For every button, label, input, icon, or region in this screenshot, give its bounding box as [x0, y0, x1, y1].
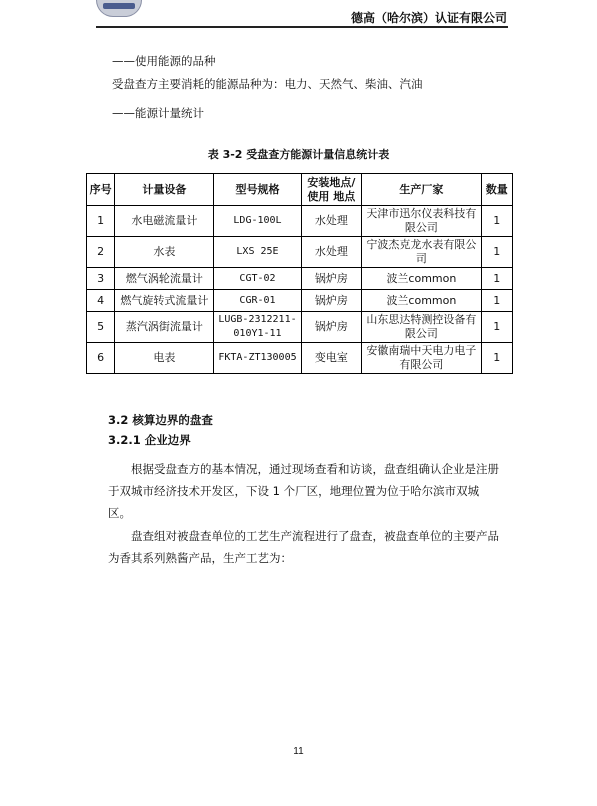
- energy-types-heading: ——使用能源的品种: [112, 54, 216, 68]
- header-model: 型号规格: [214, 174, 301, 206]
- table-caption: 表 3-2 受盘查方能源计量信息统计表: [207, 148, 390, 161]
- cell-device: 电表: [115, 343, 214, 374]
- energy-metering-table: [86, 173, 513, 374]
- cell-location: 锅炉房: [301, 312, 362, 343]
- cell-qty: 1: [481, 268, 512, 290]
- table-row: [87, 312, 513, 343]
- header-location-line1: 安装地点/: [307, 175, 356, 189]
- cell-qty: 1: [481, 237, 512, 268]
- table-row: [87, 343, 513, 374]
- cell-maker: 波兰common: [362, 290, 481, 312]
- cell-maker: 波兰common: [362, 268, 481, 290]
- cell-no: 5: [87, 312, 115, 343]
- cell-no: 2: [87, 237, 115, 268]
- cell-maker: 宁波杰克龙水表有限公司: [362, 237, 481, 268]
- company-name: 德高（哈尔滨）认证有限公司: [350, 11, 507, 25]
- cell-model: LXS 25E: [214, 237, 301, 268]
- cell-location: 锅炉房: [301, 290, 362, 312]
- cell-device: 水电磁流量计: [115, 206, 214, 237]
- header-no: 序号: [87, 174, 115, 206]
- table-row: [87, 237, 513, 268]
- cell-maker: 天津市迅尔仪表科技有限公司: [362, 206, 481, 237]
- header-divider: [96, 26, 508, 28]
- cell-location: 水处理: [301, 237, 362, 268]
- cell-model: LDG-100L: [214, 206, 301, 237]
- table-row: [87, 268, 513, 290]
- logo-band: [103, 3, 135, 9]
- header-maker: 生产厂家: [362, 174, 481, 206]
- cell-device: 燃气涡轮流量计: [115, 268, 214, 290]
- table-row: [87, 290, 513, 312]
- cell-location: 变电室: [301, 343, 362, 374]
- header-location-line2: 使用 地点: [307, 189, 356, 203]
- cell-no: 1: [87, 206, 115, 237]
- cell-qty: 1: [481, 290, 512, 312]
- cell-maker: 山东思达特测控设备有限公司: [362, 312, 481, 343]
- cell-device: 水表: [115, 237, 214, 268]
- cell-qty: 1: [481, 312, 512, 343]
- cell-device: 蒸汽涡街流量计: [115, 312, 214, 343]
- cell-no: 3: [87, 268, 115, 290]
- table-row: [87, 206, 513, 237]
- cell-qty: 1: [481, 206, 512, 237]
- page-number: 11: [293, 746, 304, 757]
- section-subtitle: 3.2.1 企业边界: [108, 433, 191, 447]
- cell-model: FKTA-ZT130005: [214, 343, 301, 374]
- header-device: 计量设备: [115, 174, 214, 206]
- energy-types-text: 受盘查方主要消耗的能源品种为：电力、天然气、柴油、汽油: [112, 77, 423, 91]
- company-logo: [96, 0, 142, 17]
- energy-metering-heading: ——能源计量统计: [112, 106, 204, 120]
- cell-qty: 1: [481, 343, 512, 374]
- cell-maker: 安徽南瑞中天电力电子有限公司: [362, 343, 481, 374]
- section-title: 3.2 核算边界的盘查: [108, 413, 213, 427]
- cell-device: 燃气旋转式流量计: [115, 290, 214, 312]
- cell-model: CGR-01: [214, 290, 301, 312]
- paragraph-boundary: 根据受盘查方的基本情况，通过现场查看和访谈，盘查组确认企业是注册于双城市经济技术开发区，下设 1 个厂区，地理位置为位于哈尔滨市双城区。: [108, 462, 499, 520]
- page-header: [0, 0, 597, 28]
- cell-location: 锅炉房: [301, 268, 362, 290]
- header-location: [301, 174, 362, 206]
- table-header-row: [87, 174, 513, 206]
- header-qty: 数量: [481, 174, 512, 206]
- cell-no: 4: [87, 290, 115, 312]
- paragraph-process: 盘查组对被盘查单位的工艺生产流程进行了盘查，被盘查单位的主要产品为香其系列熟酱产品，生产工艺为：: [108, 529, 499, 565]
- cell-model: LUGB-2312211-010Y1-11: [214, 312, 301, 343]
- cell-model: CGT-02: [214, 268, 301, 290]
- cell-location: 水处理: [301, 206, 362, 237]
- cell-no: 6: [87, 343, 115, 374]
